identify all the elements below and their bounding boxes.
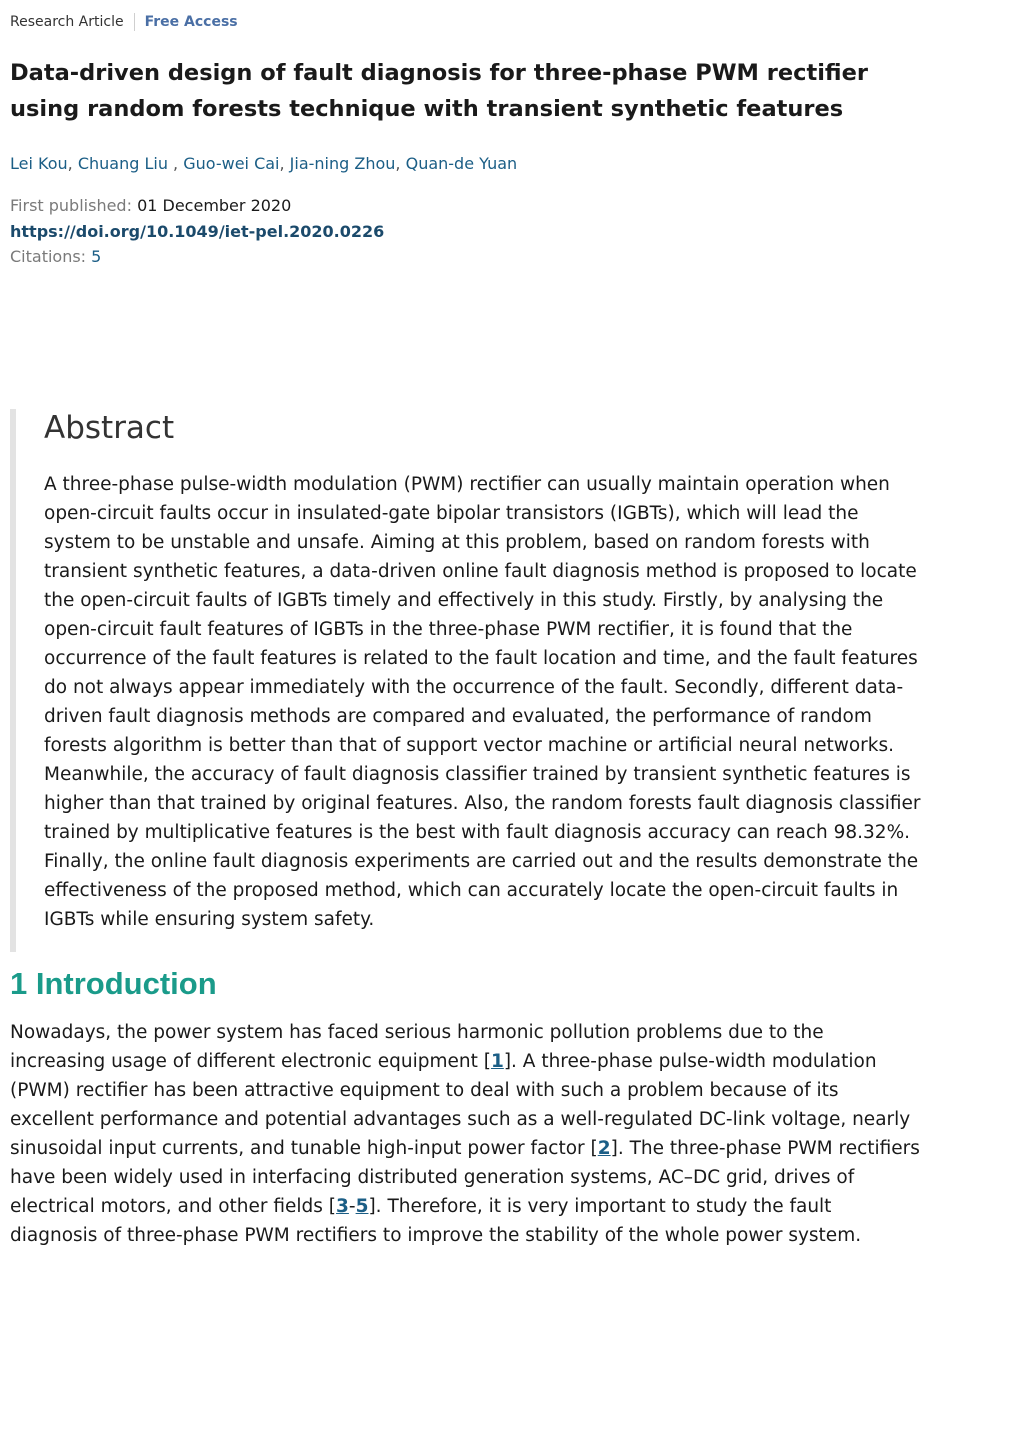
citation-ref-3[interactable]: 3 [336,1196,349,1217]
author-link-kou[interactable]: Lei Kou [10,154,68,173]
author-separator: , [279,154,290,173]
abstract-text: A three-phase pulse-width modulation (PWM) rectifier can usually maintain operation when open-circuit faults occur in insulated-gate bipolar transistors (IGBTs), which will lead the system to be unstable and unsafe. Aiming at this problem, based on random forests with transient synthetic features, a data-driven online fault diagnosis method is proposed to locate the open-circuit faults of IGBTs timely and effectively in this study. Firstly, by analysing the open-circuit fault features of IGBTs in the three-phase PWM rectifier, it is found that the occurrence of the fault features is related to the fault location and time, and the fault features do not always appear immediately with the occurrence of the fault. Secondly, different data-driven fault diagnosis methods are compared and evaluated, the performance of random forests algorithm is better than that of support vector machine or artificial neural networks. Meanwhile, the accuracy of fault diagnosis classifier trained by transient synthetic features is higher than that trained by original features. Also, the random forests fault diagnosis classifier trained by multiplicative features is the best with fault diagnosis accuracy can reach 98.32%. Finally, the online fault diagnosis experiments are carried out and the results demonstrate the effectiveness of the proposed method, which can accurately locate the open-circuit faults in IGBTs while ensuring system safety. [44,474,921,930]
intro-text-segment: Nowadays, the power system has faced serious harmonic pollution problems due to the increasing usage of different electronic equipment [ [10,1022,824,1072]
doi-link[interactable]: https://doi.org/10.1049/iet-pel.2020.0226 [10,221,385,241]
article-title: Data-driven design of fault diagnosis for three-phase PWM rectifier using random forests technique with transient synthetic features [10,60,868,122]
author-list [10,153,517,175]
abstract-section [10,409,921,952]
introduction-heading: 1 Introduction [10,966,217,1001]
introduction-paragraph [10,1018,922,1250]
author-link-liu[interactable]: Chuang Liu [77,154,168,173]
citations-line [10,244,384,270]
citations-count-link[interactable]: 5 [91,247,102,266]
article-type-label: Research Article [10,14,124,30]
author-link-zhou[interactable]: Jia-ning Zhou [289,154,396,173]
citation-ref-5[interactable]: 5 [355,1196,369,1217]
doi-line [10,219,384,245]
citation-ref-2[interactable]: 2 [597,1138,611,1159]
abstract-heading: Abstract [44,410,175,446]
publication-info [10,193,384,270]
meta-divider [134,13,135,31]
author-separator: , [395,154,406,173]
intro-text-segment: ]. The three-phase PWM rectifiers have been widely used in interfacing distributed generation systems, AC–DC grid, drives of electrical motors, and other fields [ [10,1138,920,1217]
author-separator: , [167,154,184,173]
first-published-line [10,193,384,219]
author-link-yuan[interactable]: Quan-de Yuan [405,154,518,173]
free-access-badge: Free Access [144,14,238,30]
first-published-label: First published: [10,196,132,215]
article-meta-row [10,13,238,31]
author-separator: , [67,154,78,173]
citation-range-dash: - [348,1196,356,1217]
citation-ref-1[interactable]: 1 [490,1051,504,1072]
intro-text-segment: ]. A three-phase pulse-width modulation (PWM) rectifier has been attractive equipment to deal with such a problem because of its excellent performance and potential advantages such as a well-regulated DC-link voltage, nearly sinusoidal input currents, and tunable high-input power factor [ [10,1051,911,1159]
first-published-date: 01 December 2020 [137,196,292,215]
citations-label: Citations: [10,247,87,266]
author-link-cai[interactable]: Guo-wei Cai [183,154,280,173]
intro-text-segment: ]. Therefore, it is very important to study the fault diagnosis of three-phase PWM rectifiers to improve the stability of the whole power system. [10,1196,862,1246]
